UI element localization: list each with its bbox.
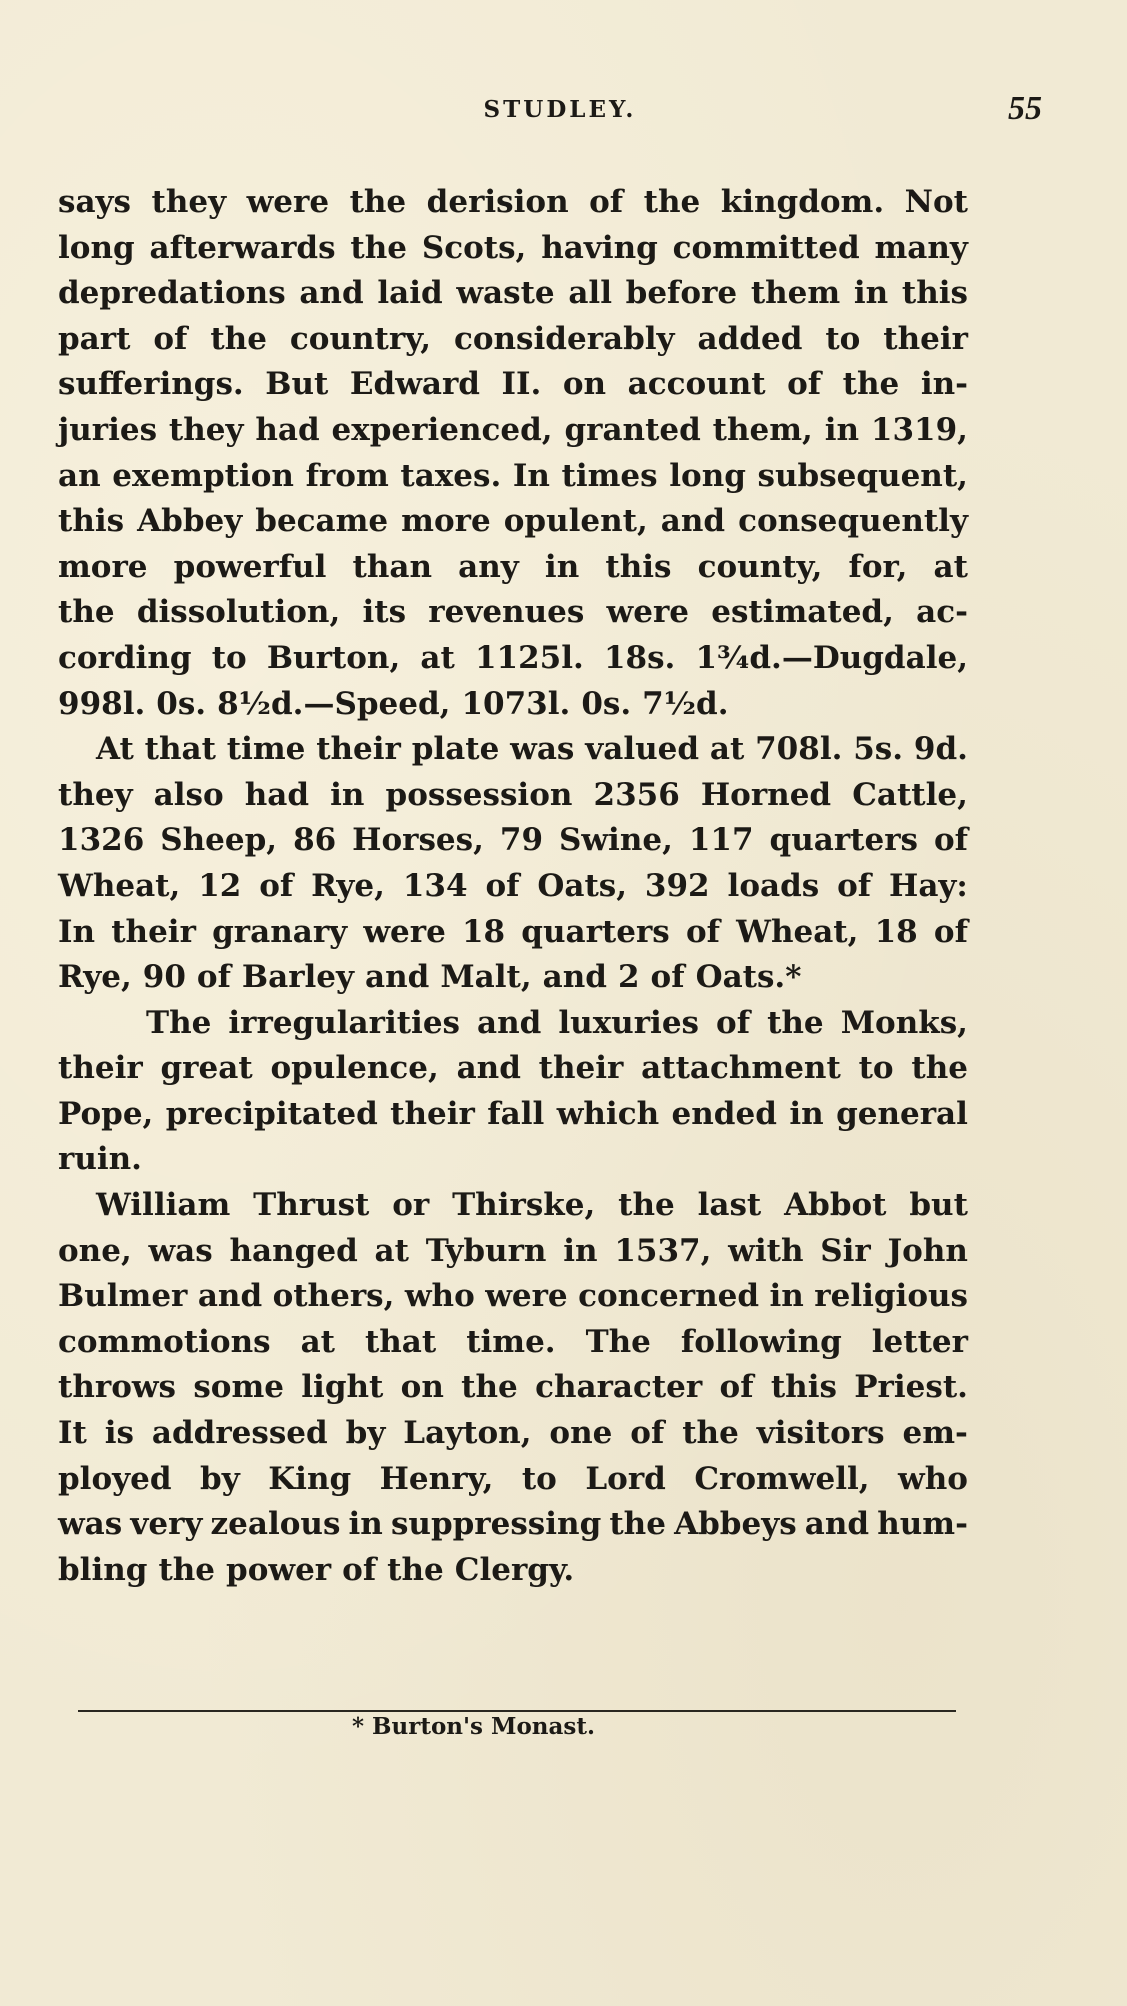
- text-line: Pope, precipitated their fall which ended in general: [58, 1095, 968, 1132]
- body-text: [58, 180, 968, 1593]
- text-line: 998l. 0s. 8½d.—Speed, 1073l. 0s. 7½d.: [58, 685, 729, 722]
- text-line: William Thrust or Thirske, the last Abbot but: [96, 1187, 968, 1224]
- text-line: It is addressed by Layton, one of the visitors em-: [58, 1415, 968, 1452]
- text-line: long afterwards the Scots, having committed many: [58, 229, 968, 266]
- text-line: more powerful than any in this county, for, at: [58, 548, 968, 585]
- text-line: depredations and laid waste all before them in this: [58, 275, 968, 312]
- running-head: STUDLEY.: [483, 96, 637, 123]
- page-number: 55: [1008, 90, 1042, 127]
- text-line: an exemption from taxes. In times long subsequent,: [58, 457, 968, 494]
- text-line: Rye, 90 of Barley and Malt, and 2 of Oats.*: [58, 959, 802, 996]
- text-line: was very zealous in suppressing the Abbeys and hum-: [58, 1506, 968, 1543]
- text-line: cording to Burton, at 1125l. 18s. 1¾d.—Dugdale,: [58, 639, 968, 676]
- text-line: 1326 Sheep, 86 Horses, 79 Swine, 117 quarters of: [58, 822, 968, 859]
- text-line: part of the country, considerably added to their: [58, 320, 968, 357]
- text-line: The irregularities and luxuries of the Monks,: [146, 1004, 968, 1041]
- text-line: says they were the derision of the kingdom. Not: [58, 184, 968, 220]
- text-line: ruin.: [58, 1141, 142, 1178]
- text-line: bling the power of the Clergy.: [58, 1551, 575, 1588]
- text-line: At that time their plate was valued at 708l. 5s. 9d.: [96, 731, 968, 768]
- text-line: they also had in possession 2356 Horned Cattle,: [58, 776, 968, 813]
- text-line: sufferings. But Edward II. on account of the in-: [58, 366, 968, 403]
- text-line: juries they had experienced, granted them, in 1319,: [58, 411, 968, 448]
- text-line: Bulmer and others, who were concerned in religious: [58, 1278, 968, 1315]
- text-line: their great opulence, and their attachment to the: [58, 1050, 968, 1087]
- text-line: one, was hanged at Tyburn in 1537, with Sir John: [58, 1232, 968, 1269]
- page-header: [60, 92, 1060, 132]
- text-line: the dissolution, its revenues were estimated, ac-: [58, 594, 968, 631]
- text-line: ployed by King Henry, to Lord Cromwell, who: [58, 1460, 968, 1497]
- footnote: * Burton's Monast.: [352, 1713, 596, 1740]
- text-line: commotions at that time. The following letter: [58, 1323, 968, 1360]
- text-line: this Abbey became more opulent, and consequently: [58, 503, 968, 540]
- text-line: throws some light on the character of this Priest.: [58, 1369, 968, 1406]
- text-line: Wheat, 12 of Rye, 134 of Oats, 392 loads of Hay:: [58, 867, 968, 904]
- text-line: In their granary were 18 quarters of Wheat, 18 of: [58, 913, 968, 950]
